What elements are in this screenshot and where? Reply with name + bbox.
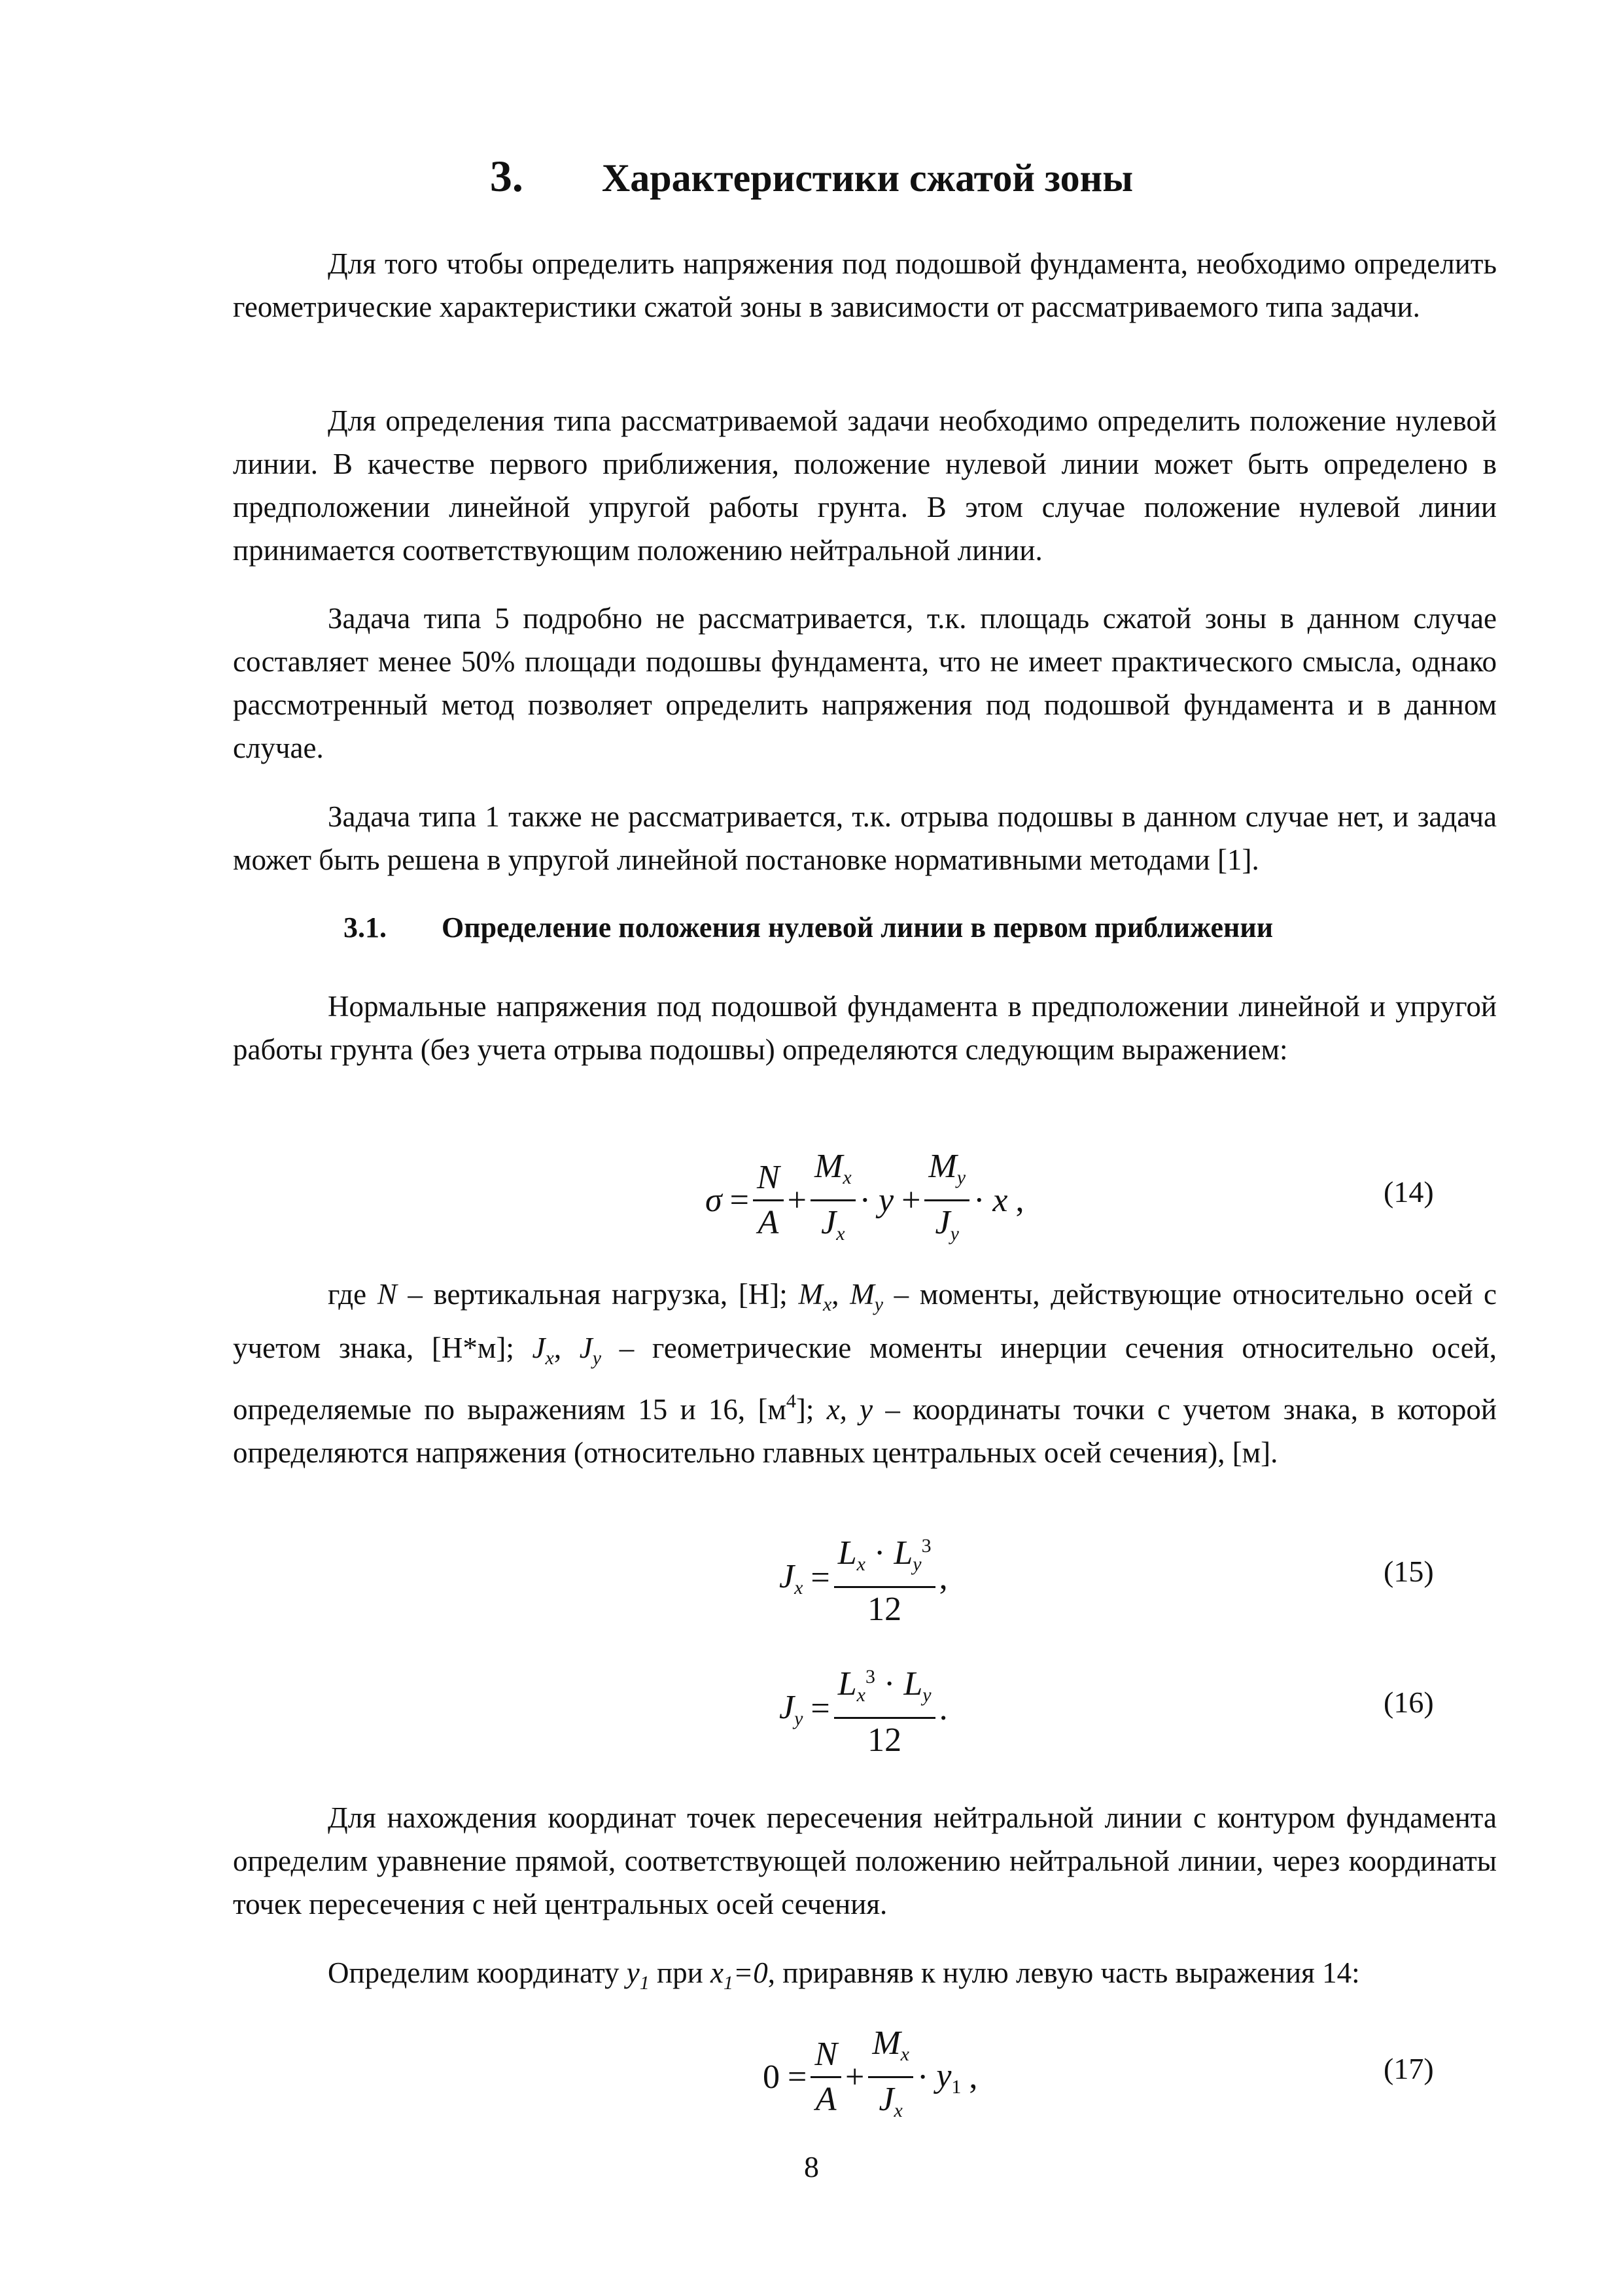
paragraph: Задача типа 5 подробно не рассматривается, т.к. площадь сжатой зоны в данном случае составляет менее 50% площади подошвы фундамента, что не имеет практического смысла, однако рассмотренный метод позволяет определить напряжения под подошвой фундамента и в данном случае. [233,602,1497,764]
section-number: 3. [489,151,523,201]
equation-14: σ = $\frac{N}{A}$ + $\frac{M_x}{J_x}$ · y + $\frac{M_y}{J_y}$ · x , [701,1145,1028,1256]
subsection-number: 3.1. [343,911,387,944]
paragraph: Задача типа 1 также не рассматривается, т.к. отрыва подошвы в данном случае нет, и задача может быть решена в упругой линейной постановке нормативными методами [1]. [233,800,1497,876]
paragraph: Для нахождения координат точек пересечения нейтральной линии с контуром фундамента определим уравнение прямой, соответствующей положению нейтральной линии, через координаты точек пересечения с ней центральных осей сечения. [233,1801,1497,1920]
page-number: 8 [804,2150,819,2183]
subsection-title: Определение положения нулевой линии в первом приближении [442,911,1274,944]
paragraph: Для того чтобы определить напряжения под подошвой фундамента, необходимо определить геометрические характеристики сжатой зоны в зависимости от рассматриваемого типа задачи. [233,247,1497,323]
equation-16: $J_y$ = $\frac{L_x^3 \cdot L_y}{12}$ . [775,1655,952,1762]
equation-number: (15) [1384,1555,1434,1588]
paragraph: где N – вертикальная нагрузка, [Н]; $M_x$, $M_y$ – моменты, действующие относительно осей с учетом знака, [Н*м]; $J_x$, $J_y$ – геометрические моменты инерции сечения относительно осей, определяемые по выражениям 15 и 16, $[м^4]$; x, y – координаты точки с учетом знака, в которой определяются напряжения (относительно главных центральных осей сечения), [м]. [233,1278,1497,1469]
equation-number: (16) [1384,1686,1434,1719]
paragraph: Определим координату $y_1$ при $x_1=0$, приравняв к нулю левую часть выражения 14: [328,1956,1360,1994]
subsection-heading [343,911,1273,944]
equation-17: 0 = $\frac{N}{A}$ + $\frac{M_x}{J_x}$ · $y_1$ , [759,2022,981,2132]
section-heading [0,150,1623,202]
section-title: Характеристики сжатой зоны [601,156,1134,200]
paragraph: Нормальные напряжения под подошвой фундамента в предположении линейной и упругой работы грунта (без учета отрыва подошвы) определяются следующим выражением: [233,990,1497,1066]
equation-number: (14) [1384,1175,1434,1209]
equation-15: $J_x$ = $\frac{L_x \cdot L_y^3}{12}$ , [775,1525,952,1631]
paragraph: Для определения типа рассматриваемой задачи необходимо определить положение нулевой линии. В качестве первого приближения, положение нулевой линии может быть определено в предположении линейной упругой работы грунта. В этом случае положение нулевой линии принимается соответствующим положению нейтральной линии. [233,404,1497,567]
equation-number: (17) [1384,2052,1434,2085]
